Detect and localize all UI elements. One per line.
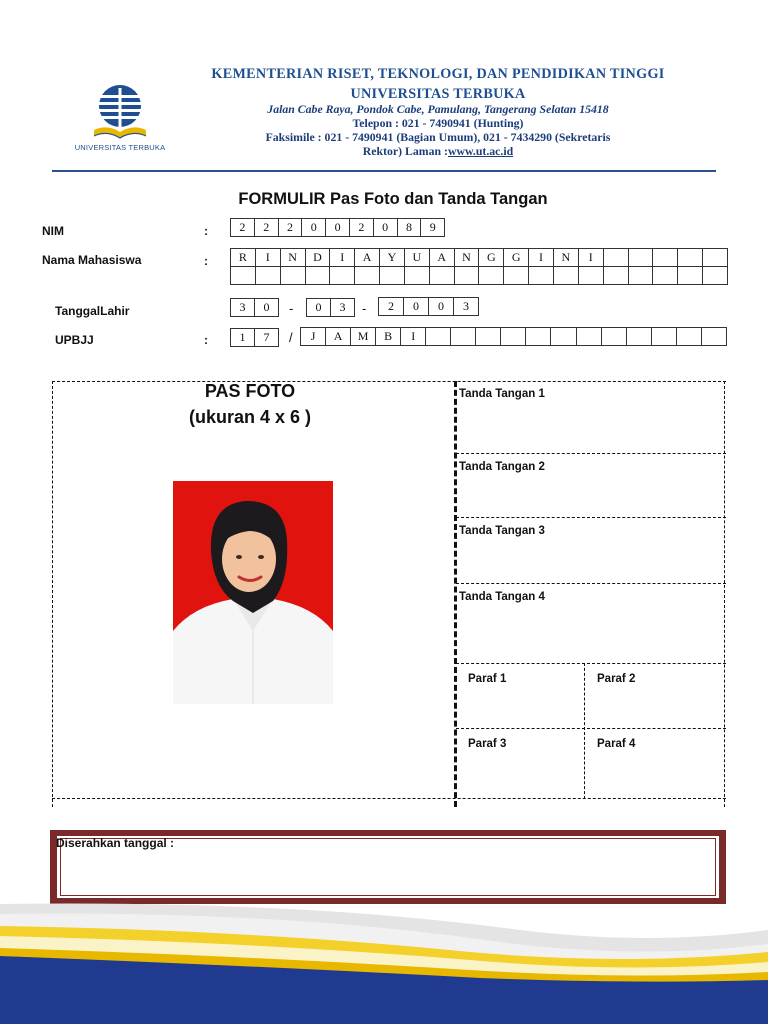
form-title: FORMULIR Pas Foto dan Tanda Tangan: [238, 190, 548, 208]
letterhead-divider: [52, 170, 716, 172]
signature-divider-3: [456, 583, 726, 584]
student-name-boxes-row1-cell[interactable]: [703, 249, 728, 267]
upbjj-name-boxes-cell[interactable]: [677, 328, 702, 346]
student-name-boxes-row1-cell[interactable]: [678, 249, 703, 267]
university-name: UNIVERSITAS TERBUKA: [350, 86, 526, 102]
birth-year-boxes-cell[interactable]: 0: [404, 298, 429, 316]
nim-boxes-cell[interactable]: 2: [279, 219, 303, 237]
signature-3-label: Tanda Tangan 3: [459, 525, 545, 537]
upbjj-name-boxes-cell[interactable]: M: [351, 328, 376, 346]
student-name-boxes-row1-cell[interactable]: D: [306, 249, 331, 267]
student-name-boxes-row2-cell[interactable]: [504, 267, 529, 285]
signature-divider-4: [456, 663, 726, 664]
upbjj-code-boxes-cell[interactable]: 7: [255, 329, 279, 347]
initial-1-label: Paraf 1: [468, 673, 507, 685]
website-prefix: Rektor) Laman :: [362, 144, 448, 158]
upbjj-name-boxes-cell[interactable]: I: [401, 328, 426, 346]
upbjj-name-boxes-cell[interactable]: B: [376, 328, 401, 346]
nim-boxes-cell[interactable]: 2: [350, 219, 374, 237]
upbjj-name-boxes[interactable]: [300, 327, 727, 346]
student-name-boxes-row1-cell[interactable]: N: [455, 249, 480, 267]
nim-boxes-cell[interactable]: 2: [255, 219, 279, 237]
photo-title: [150, 378, 350, 430]
signature-divider-1: [456, 453, 726, 454]
birth-date-separator-1: -: [289, 301, 294, 316]
signature-1-label: Tanda Tangan 1: [459, 388, 545, 400]
student-name-boxes-row2-cell[interactable]: [306, 267, 331, 285]
upbjj-name-boxes-cell[interactable]: [627, 328, 652, 346]
student-name-boxes-row1-cell[interactable]: I: [529, 249, 554, 267]
initial-divider: [456, 728, 726, 729]
student-name-colon: :: [204, 254, 208, 268]
student-name-boxes-row1-cell[interactable]: [604, 249, 629, 267]
upbjj-name-boxes-cell[interactable]: [526, 328, 551, 346]
student-name-boxes-row1-cell[interactable]: R: [231, 249, 256, 267]
initial-3-label: Paraf 3: [468, 738, 507, 750]
nim-boxes-cell[interactable]: 9: [421, 219, 445, 237]
initial-column-divider: [584, 663, 585, 799]
photo-size-note: (ukuran 4 x 6 ): [188, 407, 312, 427]
student-name-boxes-row1-cell[interactable]: A: [355, 249, 380, 267]
initial-2-label: Paraf 2: [597, 673, 636, 685]
student-name-boxes-row1-cell[interactable]: I: [579, 249, 604, 267]
university-address: Jalan Cabe Raya, Pondok Cabe, Pamulang, Tangerang Selatan 15418: [267, 102, 609, 116]
website-link[interactable]: www.ut.ac.id: [447, 144, 514, 158]
nim-boxes[interactable]: [230, 218, 445, 237]
student-name-boxes-row2-cell[interactable]: [405, 267, 430, 285]
student-name-boxes-row1-cell[interactable]: I: [256, 249, 281, 267]
panel-center-divider: [454, 381, 457, 807]
nim-label: NIM: [42, 224, 64, 238]
fax-line: Faksimile : 021 - 7490941 (Bagian Umum), 021 - 7434290 (Sekretaris: [265, 130, 611, 144]
student-name-boxes-row2-cell[interactable]: [604, 267, 629, 285]
upbjj-name-boxes-cell[interactable]: J: [301, 328, 326, 346]
logo-caption: UNIVERSITAS TERBUKA: [74, 143, 166, 152]
birth-year-boxes-cell[interactable]: 2: [379, 298, 404, 316]
student-name-boxes-row1-cell[interactable]: G: [504, 249, 529, 267]
upbjj-name-boxes-cell[interactable]: [702, 328, 727, 346]
upbjj-name-boxes-cell[interactable]: [501, 328, 526, 346]
birth-month-boxes[interactable]: [306, 298, 355, 317]
nim-boxes-cell[interactable]: 0: [302, 219, 326, 237]
student-name-boxes-row1-cell[interactable]: [629, 249, 654, 267]
student-name-boxes-row1-cell[interactable]: N: [281, 249, 306, 267]
ministry-name: KEMENTERIAN RISET, TEKNOLOGI, DAN PENDIDIKAN TINGGI: [211, 66, 665, 82]
student-name-boxes-row2-cell[interactable]: [479, 267, 504, 285]
nim-boxes-cell[interactable]: 8: [398, 219, 422, 237]
footer-wave-decoration: [0, 900, 768, 1024]
panel-bottom-border: [52, 798, 726, 799]
upbjj-code-boxes[interactable]: [230, 328, 279, 347]
panel-right-border: [724, 381, 725, 807]
signature-4-label: Tanda Tangan 4: [459, 591, 545, 603]
signature-divider-2: [456, 517, 726, 518]
birth-month-boxes-cell[interactable]: 0: [307, 299, 331, 317]
student-name-boxes-row1-cell[interactable]: Y: [380, 249, 405, 267]
upbjj-name-boxes-cell[interactable]: [551, 328, 576, 346]
student-name-boxes-row2-cell[interactable]: [455, 267, 480, 285]
birth-month-boxes-cell[interactable]: 3: [331, 299, 355, 317]
student-name-boxes-row2-cell[interactable]: [703, 267, 728, 285]
student-name-boxes-row1-cell[interactable]: I: [330, 249, 355, 267]
website-line: [170, 144, 706, 159]
signature-2-label: Tanda Tangan 2: [459, 461, 545, 473]
birth-day-boxes[interactable]: [230, 298, 279, 317]
birth-year-boxes-cell[interactable]: 3: [454, 298, 479, 316]
upbjj-name-boxes-cell[interactable]: [451, 328, 476, 346]
passport-photo: [173, 481, 333, 704]
student-name-boxes-row2-cell[interactable]: [380, 267, 405, 285]
upbjj-name-boxes-cell[interactable]: [426, 328, 451, 346]
student-name-boxes-row1-cell[interactable]: A: [430, 249, 455, 267]
student-name-boxes-row2-cell[interactable]: [256, 267, 281, 285]
student-name-boxes-row2-cell[interactable]: [554, 267, 579, 285]
upbjj-name-boxes-cell[interactable]: [476, 328, 501, 346]
student-name-label: Nama Mahasiswa: [42, 253, 142, 267]
student-name-boxes-row1-cell[interactable]: N: [554, 249, 579, 267]
student-name-boxes-row2-cell[interactable]: [653, 267, 678, 285]
student-name-boxes-row2-cell[interactable]: [629, 267, 654, 285]
student-name-boxes-row1-cell[interactable]: [653, 249, 678, 267]
nim-boxes-cell[interactable]: 0: [326, 219, 350, 237]
birth-date-separator-2: -: [362, 301, 367, 316]
birth-day-boxes-cell[interactable]: 0: [255, 299, 279, 317]
nim-boxes-cell[interactable]: 2: [231, 219, 255, 237]
panel-left-border: [52, 381, 53, 807]
student-name-boxes-row1[interactable]: [230, 248, 728, 267]
initial-4-label: Paraf 4: [597, 738, 636, 750]
student-name-boxes-row2-cell[interactable]: [529, 267, 554, 285]
upbjj-name-boxes-cell[interactable]: [602, 328, 627, 346]
student-name-boxes-row2-cell[interactable]: [330, 267, 355, 285]
nim-colon: :: [204, 224, 208, 238]
nim-boxes-cell[interactable]: 0: [374, 219, 398, 237]
student-name-boxes-row2-cell[interactable]: [355, 267, 380, 285]
student-name-boxes-row2-cell[interactable]: [281, 267, 306, 285]
birth-day-boxes-cell[interactable]: 3: [231, 299, 255, 317]
student-name-boxes-row1-cell[interactable]: U: [405, 249, 430, 267]
student-name-boxes-row2-cell[interactable]: [231, 267, 256, 285]
upbjj-name-boxes-cell[interactable]: [652, 328, 677, 346]
student-name-boxes-row2-cell[interactable]: [430, 267, 455, 285]
student-name-boxes-row2[interactable]: [230, 267, 728, 285]
upbjj-name-boxes-cell[interactable]: A: [326, 328, 351, 346]
telephone-line: Telepon : 021 - 7490941 (Hunting): [352, 116, 524, 130]
upbjj-name-boxes-cell[interactable]: [577, 328, 602, 346]
birth-date-label: TanggalLahir: [55, 304, 130, 318]
birth-year-boxes[interactable]: [378, 297, 479, 316]
student-name-boxes-row1-cell[interactable]: G: [479, 249, 504, 267]
upbjj-label: UPBJJ: [55, 333, 94, 347]
birth-year-boxes-cell[interactable]: 0: [429, 298, 454, 316]
submitted-date-label: Diserahkan tanggal :: [56, 836, 175, 850]
upbjj-separator: /: [289, 330, 293, 345]
photo-title-line1: PAS FOTO: [204, 381, 296, 401]
student-name-boxes-row2-cell[interactable]: [579, 267, 604, 285]
upbjj-colon: :: [204, 333, 208, 347]
student-name-boxes-row2-cell[interactable]: [678, 267, 703, 285]
upbjj-code-boxes-cell[interactable]: 1: [231, 329, 255, 347]
